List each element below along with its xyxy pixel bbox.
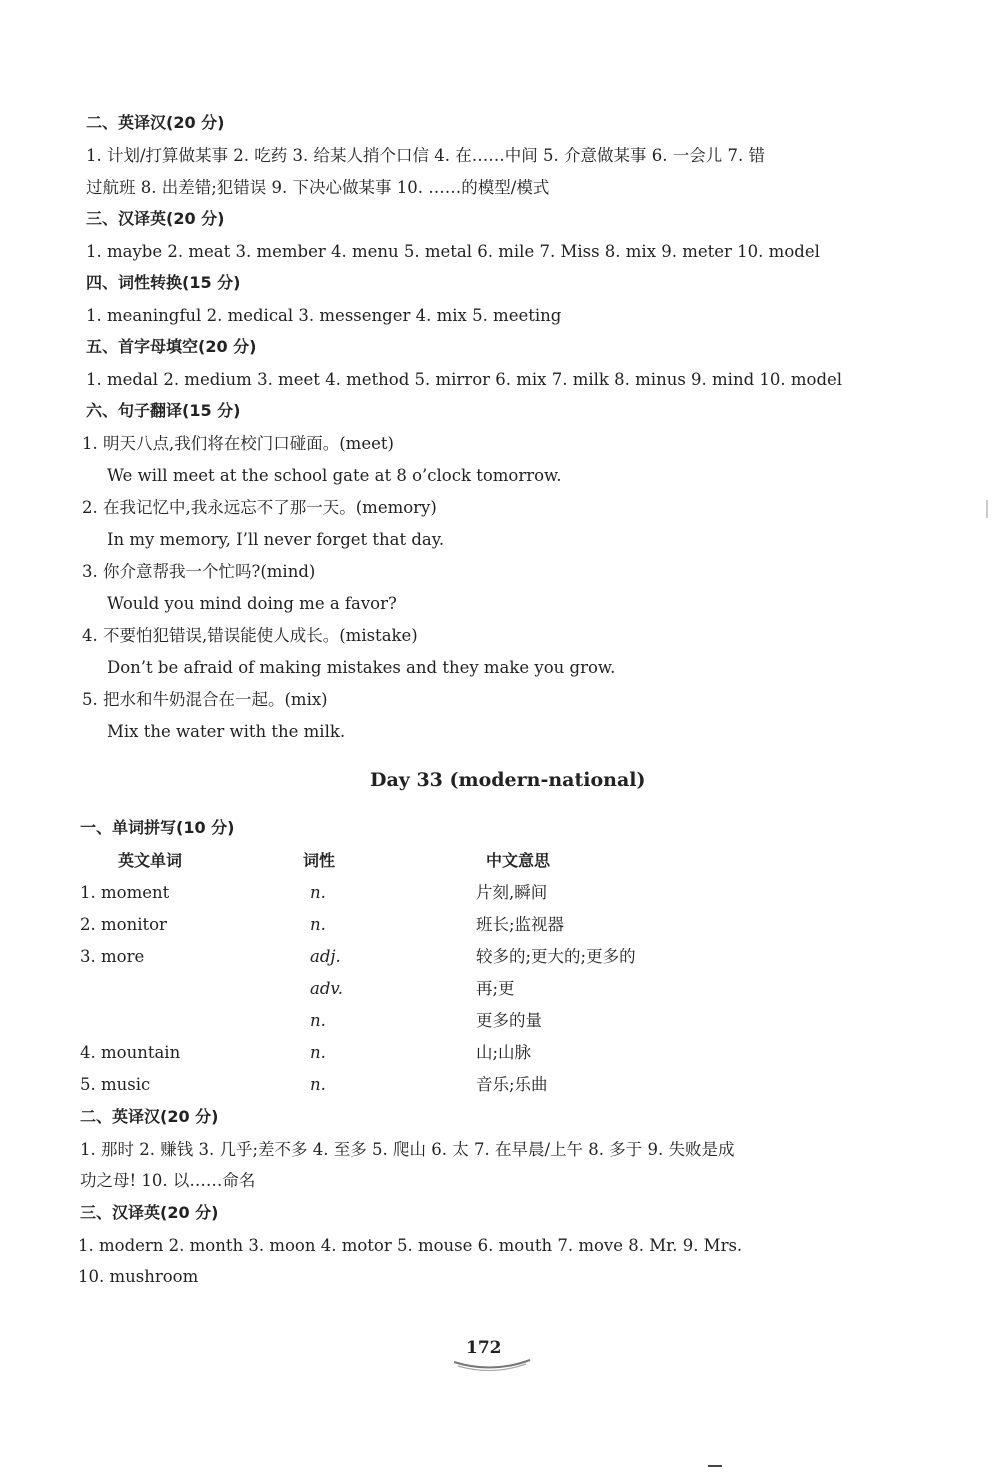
vocab-pos-3: adj.	[310, 947, 341, 966]
day-section-2-line-2: 功之母! 10. 以……命名	[80, 1171, 256, 1190]
translation-en-2: In my memory, I’ll never forget that day.	[107, 530, 445, 549]
vocab-pos-4: adv.	[310, 979, 344, 998]
column-header-pos: 词性	[303, 851, 336, 870]
translation-en-1: We will meet at the school gate at 8 o’clock tomorrow.	[107, 466, 562, 485]
vocab-pos-5: n.	[310, 1011, 326, 1030]
vocab-word-6: 4. mountain	[80, 1043, 181, 1062]
day-title: Day 33 (modern-national)	[370, 769, 646, 791]
margin-rule	[986, 500, 988, 518]
section-2-line-2: 过航班 8. 出差错;犯错误 9. 下决心做某事 10. ……的模型/模式	[86, 178, 550, 197]
vocab-word-2: 2. monitor	[80, 915, 167, 934]
translation-cn-1: 1. 明天八点,我们将在校门口碰面。(meet)	[82, 434, 394, 453]
section-3-line-1: 1. maybe 2. meat 3. member 4. menu 5. metal 6. mile 7. Miss 8. mix 9. meter 10. model	[86, 242, 820, 261]
column-header-meaning: 中文意思	[486, 851, 551, 870]
translation-en-4: Don’t be afraid of making mistakes and they make you grow.	[107, 658, 616, 677]
section-5-heading: 五、首字母填空(20 分)	[86, 337, 257, 356]
vocab-pos-1: n.	[310, 883, 326, 902]
vocab-meaning-4: 再;更	[476, 979, 515, 998]
translation-cn-4: 4. 不要怕犯错误,错误能使人成长。(mistake)	[82, 626, 418, 645]
day-section-3-line-1: 1. modern 2. month 3. moon 4. motor 5. mouse 6. mouth 7. move 8. Mr. 9. Mrs.	[78, 1236, 743, 1255]
day-section-3-heading: 三、汉译英(20 分)	[80, 1203, 219, 1222]
vocab-pos-7: n.	[310, 1075, 326, 1094]
vocab-pos-6: n.	[310, 1043, 326, 1062]
vocab-meaning-6: 山;山脉	[476, 1043, 532, 1062]
bottom-tick	[708, 1465, 722, 1467]
vocab-meaning-3: 较多的;更大的;更多的	[476, 947, 636, 966]
vocab-word-1: 1. moment	[80, 883, 170, 902]
translation-en-5: Mix the water with the milk.	[107, 722, 346, 741]
vocab-word-3: 3. more	[80, 947, 145, 966]
vocab-meaning-5: 更多的量	[476, 1011, 542, 1030]
section-2-heading: 二、英译汉(20 分)	[86, 113, 225, 132]
vocab-meaning-1: 片刻,瞬间	[476, 883, 548, 902]
column-header-word: 英文单词	[118, 851, 183, 870]
section-6-heading: 六、句子翻译(15 分)	[86, 401, 241, 420]
day-section-2-heading: 二、英译汉(20 分)	[80, 1107, 219, 1126]
day-section-2-line-1: 1. 那时 2. 赚钱 3. 几乎;差不多 4. 至多 5. 爬山 6. 太 7. 在早晨/上午 8. 多于 9. 失败是成	[80, 1140, 735, 1159]
translation-cn-5: 5. 把水和牛奶混合在一起。(mix)	[82, 690, 328, 709]
section-5-line-1: 1. medal 2. medium 3. meet 4. method 5. mirror 6. mix 7. milk 8. minus 9. mind 10. model	[86, 370, 843, 389]
section-4-line-1: 1. meaningful 2. medical 3. messenger 4. mix 5. meeting	[86, 306, 562, 325]
section-2-line-1: 1. 计划/打算做某事 2. 吃药 3. 给某人捎个口信 4. 在……中间 5. 介意做某事 6. 一会儿 7. 错	[86, 146, 765, 165]
translation-cn-3: 3. 你介意帮我一个忙吗?(mind)	[82, 562, 316, 581]
section-4-heading: 四、词性转换(15 分)	[86, 273, 241, 292]
day-section-1-heading: 一、单词拼写(10 分)	[80, 818, 235, 837]
day-section-3-line-2: 10. mushroom	[78, 1267, 199, 1286]
vocab-meaning-2: 班长;监视器	[476, 915, 565, 934]
vocab-word-7: 5. music	[80, 1075, 151, 1094]
page-number: 172	[466, 1338, 502, 1358]
translation-en-3: Would you mind doing me a favor?	[107, 594, 397, 613]
translation-cn-2: 2. 在我记忆中,我永远忘不了那一天。(memory)	[82, 498, 437, 517]
page-number-swoosh-icon	[452, 1356, 532, 1372]
vocab-pos-2: n.	[310, 915, 326, 934]
section-3-heading: 三、汉译英(20 分)	[86, 209, 225, 228]
vocab-meaning-7: 音乐;乐曲	[476, 1075, 548, 1094]
